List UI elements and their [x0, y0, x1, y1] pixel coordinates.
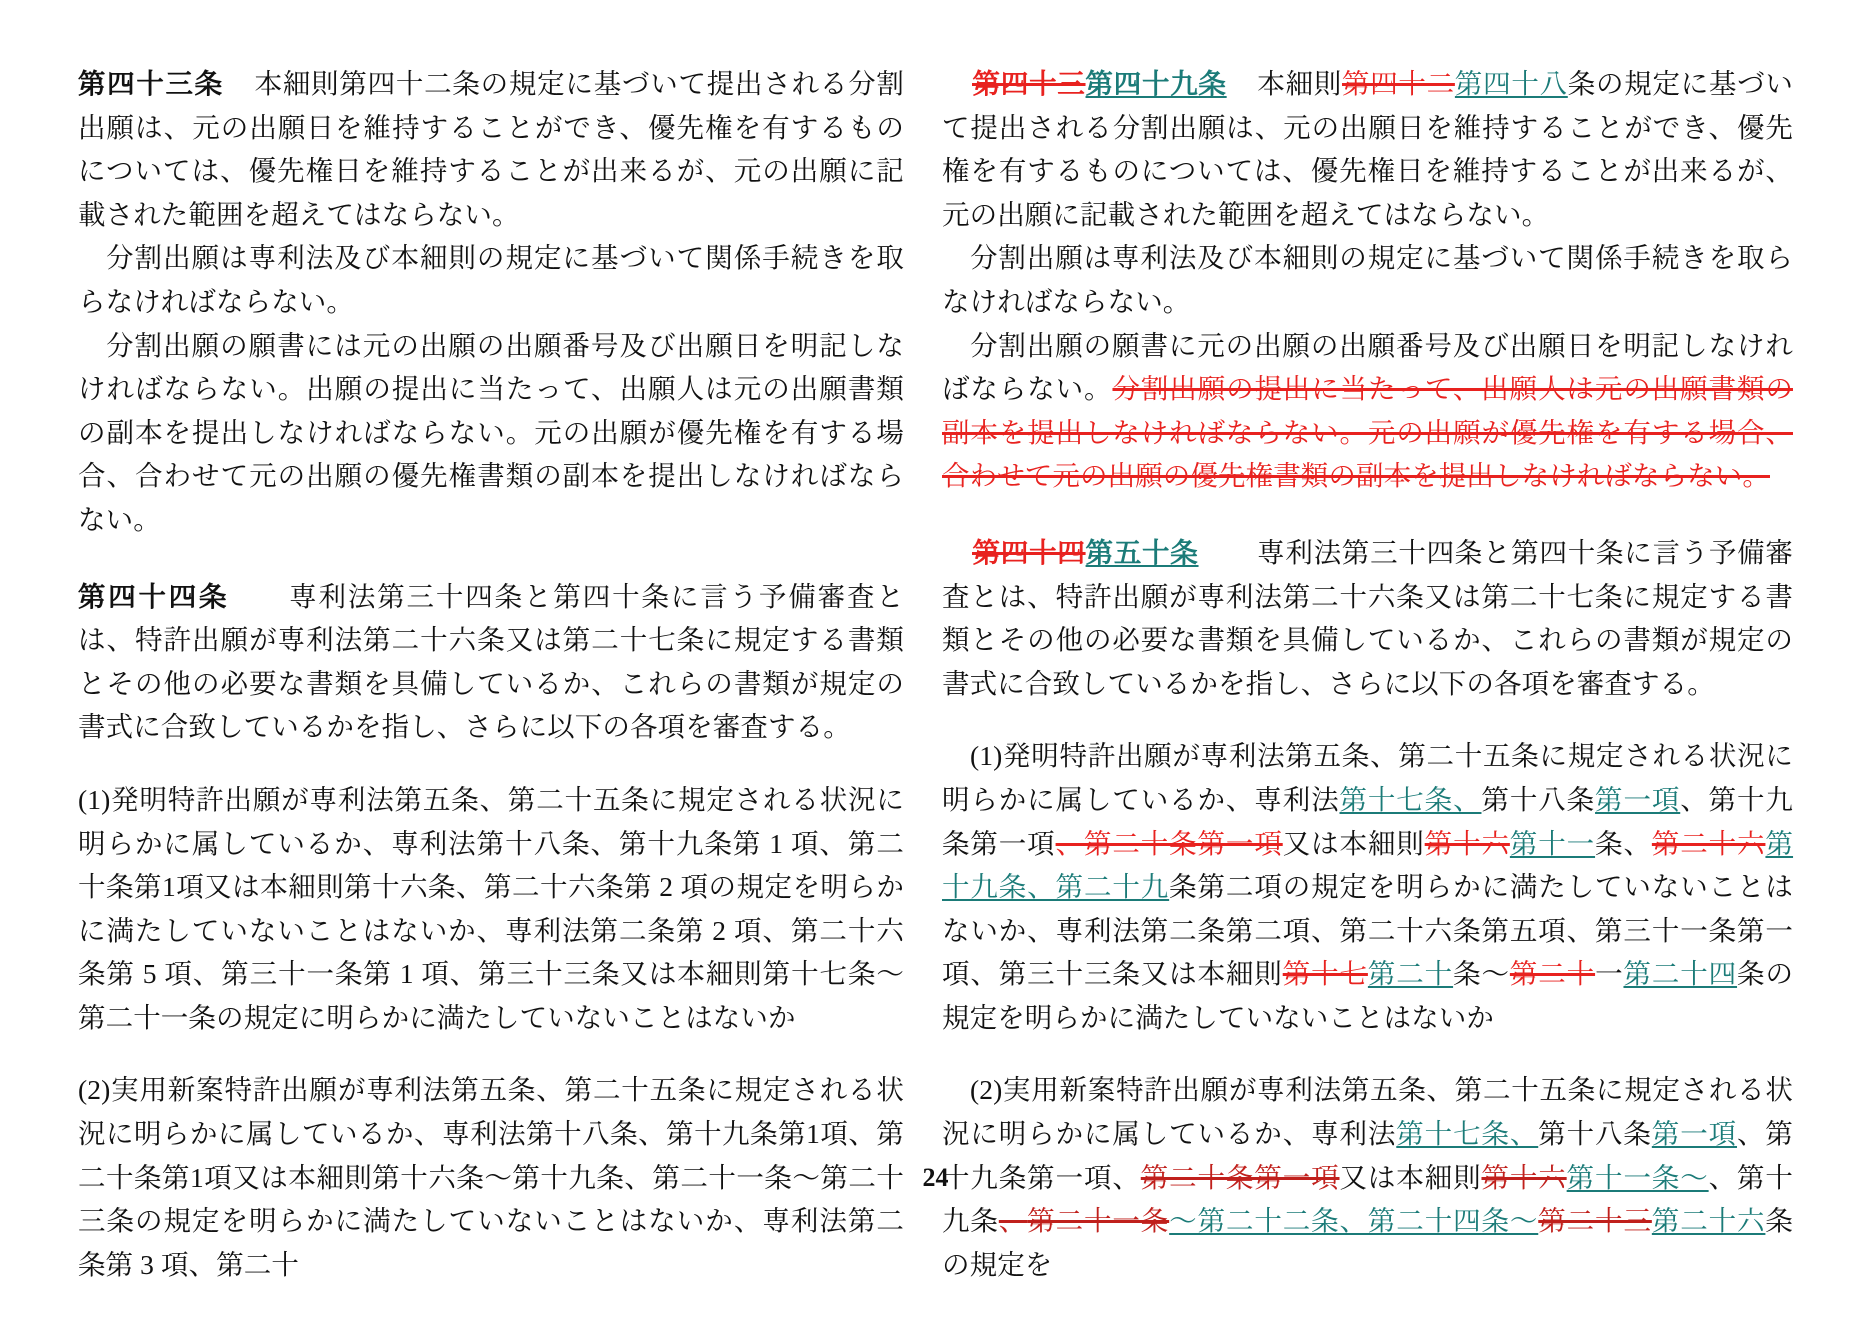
r50-i1-ins4: 第十九条、第二十九	[942, 827, 1794, 903]
r50-i2-seg6: 条の規定を	[942, 1205, 1794, 1280]
r50-i1-ins6: 第二十四	[1623, 958, 1738, 990]
r50-i1-del2: 第十六	[1424, 827, 1510, 859]
right-column-revised	[942, 62, 1793, 1286]
r50-i2-del2: 第十六	[1481, 1161, 1567, 1193]
r50-i1-ins3: 第十一	[1509, 827, 1596, 859]
r50-i2-seg4: 又は本細則	[1339, 1161, 1482, 1193]
left-article-43-p1-text: 本細則第四十二条の規定に基づいて提出される分割出願は、元の出願日を維持することができ、優先権を有するものについては、優先権日を維持することが出来るが、元の出願に記載された範囲を超えてはならない。	[78, 68, 904, 230]
left-article-43-p2-text: 分割出願は専利法及び本細則の規定に基づいて関係手続きを取らなければならない。	[78, 242, 904, 317]
left-article-43-paragraph-2	[78, 236, 904, 323]
left-article-44-label: 第四十四条	[78, 580, 230, 612]
r50-i2-del3: 、	[998, 1205, 1028, 1237]
r50-i2-ins2: 第一項	[1651, 1118, 1738, 1150]
right-article-49-ref-deleted: 第四十二	[1341, 68, 1455, 99]
r50-i1-del3: 第二十六	[1651, 827, 1766, 859]
r50-i1-seg3: 、第十九条第一項	[942, 783, 1794, 859]
two-column-comparison	[78, 62, 1793, 1286]
r50-i1-del5: 第二十	[1509, 958, 1596, 990]
r50-i1-seg2: 第十八条	[1481, 783, 1596, 815]
r50-i1-ins1: 第十七条、	[1339, 783, 1482, 815]
left-article-44-paragraph-1	[78, 575, 904, 749]
r50-i1-seg8: 一	[1595, 958, 1624, 990]
right-article-49-p1-rest: 条の規定に基づいて提出される分割出願は、元の出願日を維持することができ、優先権を有するものについては、優先権日を維持することが出来るが、元の出願に記載された範囲を超えてはならない。	[942, 68, 1793, 230]
right-article-49-heading-deleted: 第四十三	[972, 68, 1086, 99]
right-article-49-p3-kept: 分割出願の願書に元の出願の出願番号及び出願日を明記しなければならない。	[942, 329, 1793, 405]
right-article-49-p2-text: 分割出願は専利法及び本細則の規定に基づいて関係手続きを取らなければならない。	[942, 242, 1793, 317]
right-article-49-paragraph-1	[942, 62, 1793, 236]
r50-i1-seg6: 条第二項の規定を明らかに満たしていないことはないか、専利法第二条第二項、第二十六条第五項、第三十一条第一項、第三十三条又は本細則	[942, 871, 1793, 990]
r50-i2-seg5: 、第十九条	[942, 1161, 1794, 1237]
r50-i1-seg5: 条、	[1595, 827, 1652, 859]
left-article-43-paragraph-3	[78, 324, 904, 542]
page-number: 24	[922, 1163, 949, 1192]
right-article-49-p3-deleted: 分割出願の提出に当たって、出願人は元の出願書類の副本を提出しなければならない。元の出願が優先権を有する場合、合わせて元の出願の優先権書類の副本を提出しなければならない。	[942, 373, 1793, 492]
left-column-original	[78, 62, 904, 1286]
right-article-49-lead-before: 本細則	[1256, 68, 1342, 99]
r50-i2-del5: 第二十三	[1538, 1205, 1652, 1237]
r50-i2-del4: 第二十一条	[1027, 1205, 1170, 1237]
left-article-43-label: 第四十三条	[78, 68, 224, 99]
left-article-43-paragraph-1	[78, 62, 904, 236]
right-article-50-p1-text: 専利法第三十四条と第四十条に言う予備審査とは、特許出願が専利法第二十六条又は第二十七条に規定する書類とその他の必要な書類を具備しているか、これらの書類が規定の書式に合致しているかを指し、さらに以下の各項を審査する。	[942, 536, 1793, 699]
right-article-49-paragraph-3	[942, 324, 1793, 498]
r50-i2-seg2: 第十八条	[1538, 1118, 1652, 1150]
right-article-50-paragraph-1	[942, 531, 1793, 705]
right-article-50-heading-deleted: 第四十四	[972, 536, 1086, 568]
right-article-49-ref-inserted: 第四十八	[1454, 68, 1568, 99]
left-article-44-item1-text: (1)発明特許出願が専利法第五条、第二十五条に規定される状況に明らかに属しているか、専利法第十八条、第十九条第 1 項、第二十条第1項又は本細則第十六条、第二十六条第 2 項の規定を明らかに満たしていないことはないか、専利法第二条第 2 項、第二十六条第 5 項、第三十一条第 1 項、第三十三条又は本細則第十七条〜第二十一条の規定に明らかに満たしていないことはないか	[78, 783, 904, 1033]
r50-i2-ins4: 〜第二十二条、第二十四条〜	[1169, 1205, 1539, 1237]
left-article-44-item-1	[78, 778, 904, 1040]
r50-i2-ins5: 第二十六	[1651, 1205, 1766, 1237]
right-article-49-paragraph-2	[942, 236, 1793, 323]
r50-i1-del4: 第十七	[1282, 958, 1368, 990]
right-article-50-item-1	[942, 734, 1793, 1039]
r50-i2-ins1: 第十七条、	[1396, 1118, 1539, 1150]
left-article-44-p1-text: 専利法第三十四条と第四十条に言う予備審査とは、特許出願が専利法第二十六条又は第二十七条に規定する書類とその他の必要な書類を具備しているか、これらの書類が規定の書式に合致しているかを指し、さらに以下の各項を審査する。	[78, 580, 904, 743]
left-article-44-item2-text: (2)実用新案特許出願が専利法第五条、第二十五条に規定される状況に明らかに属しているか、専利法第十八条、第十九条第1項、第二十条第1項又は本細則第十六条〜第十九条、第二十一条〜第二十三条の規定を明らかに満たしていないことはないか、専利法第二条第 3 項、第二十	[78, 1074, 904, 1280]
r50-i1-seg7: 条〜	[1453, 958, 1510, 990]
r50-i2-seg3: 、第十九条第一項、	[942, 1118, 1794, 1193]
r50-i2-del1: 第二十条第一項	[1140, 1161, 1340, 1193]
left-article-43-p3-text: 分割出願の願書には元の出願の出願番号及び出願日を明記しなければならない。出願の提出に当たって、出願人は元の出願書類の副本を提出しなければならない。元の出願が優先権を有する場合、合わせて元の出願の優先権書類の副本を提出しなければならない。	[78, 329, 904, 535]
r50-i2-seg1: (2)実用新案特許出願が専利法第五条、第二十五条に規定される状況に明らかに属しているか、専利法	[942, 1074, 1793, 1150]
r50-i1-ins5: 第二十	[1367, 958, 1454, 990]
r50-i1-seg4: 又は本細則	[1282, 827, 1425, 859]
r50-i1-ins2: 第一項	[1595, 783, 1681, 815]
r50-i1-seg9: 条の規定を明らかに満たしていないことはないか	[942, 958, 1794, 1033]
right-article-49-heading-inserted: 第四十九条	[1085, 68, 1227, 99]
r50-i1-seg1: (1)発明特許出願が専利法第五条、第二十五条に規定される状況に明らかに属しているか、専利法	[942, 740, 1793, 815]
right-article-50-heading-inserted: 第五十条	[1085, 536, 1199, 568]
r50-i1-del1: 、第二十条第一項	[1055, 827, 1283, 859]
r50-i2-ins3: 第十一条〜	[1566, 1161, 1709, 1193]
